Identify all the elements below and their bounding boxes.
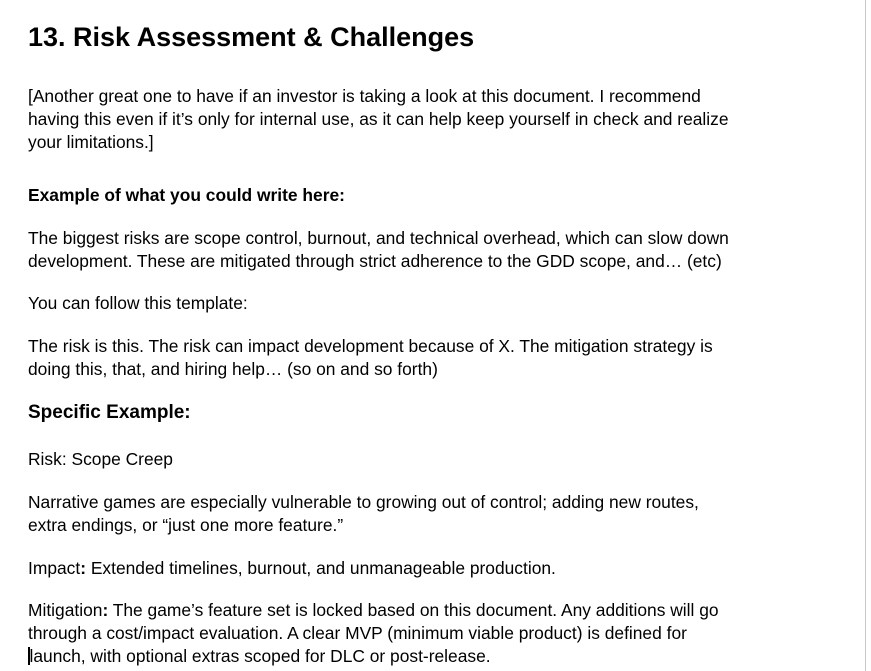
example-paragraph <box>28 227 748 273</box>
intro-paragraph <box>28 85 748 154</box>
narrative-paragraph <box>28 491 748 537</box>
page-edge-divider <box>865 0 866 671</box>
impact-text: Extended timelines, burnout, and unmanageable production. <box>86 558 556 578</box>
intro-line-1: [Another great one to have if an investor is taking a look at this document. I recommend <box>28 86 701 106</box>
specific-example-heading: Specific Example: <box>28 402 191 423</box>
template-line-1: The risk is this. The risk can impact development because of X. The mitigation strategy is <box>28 336 713 356</box>
impact-paragraph <box>28 557 748 580</box>
impact-colon: : <box>80 558 86 578</box>
template-line-2: doing this, that, and hiring help… (so on and so forth) <box>28 359 438 379</box>
template-paragraph <box>28 335 748 381</box>
narrative-line-1: Narrative games are especially vulnerable to growing out of control; adding new routes, <box>28 492 699 512</box>
mitigation-colon: : <box>102 600 109 620</box>
example-line-2: development. These are mitigated through strict adherence to the GDD scope, and… (etc) <box>28 251 722 271</box>
risk-line: Risk: Scope Creep <box>28 449 173 469</box>
mitigation-line-1 <box>28 599 748 622</box>
mitigation-label: Mitigation <box>28 600 103 620</box>
mitigation-text-3: launch, with optional extras scoped for DLC or post-release. <box>29 646 491 666</box>
mitigation-paragraph <box>28 599 748 668</box>
section-heading: 13. Risk Assessment & Challenges <box>28 22 475 52</box>
template-intro: You can follow this template: <box>28 293 248 313</box>
mitigation-text-1: The game’s feature set is locked based on this document. Any additions will go <box>108 600 719 620</box>
narrative-line-2: extra endings, or “just one more feature.” <box>28 515 344 535</box>
intro-line-2: having this even if it’s only for internal use, as it can help keep yourself in check and realize <box>28 109 729 129</box>
intro-line-3: your limitations.] <box>28 132 154 152</box>
example-heading: Example of what you could write here: <box>28 185 345 205</box>
impact-label: Impact <box>28 558 81 578</box>
mitigation-line-2: through a cost/impact evaluation. A clear MVP (minimum viable product) is defined for <box>28 623 687 643</box>
example-line-1: The biggest risks are scope control, burnout, and technical overhead, which can slow down <box>28 228 729 248</box>
mitigation-line-3 <box>28 645 748 668</box>
